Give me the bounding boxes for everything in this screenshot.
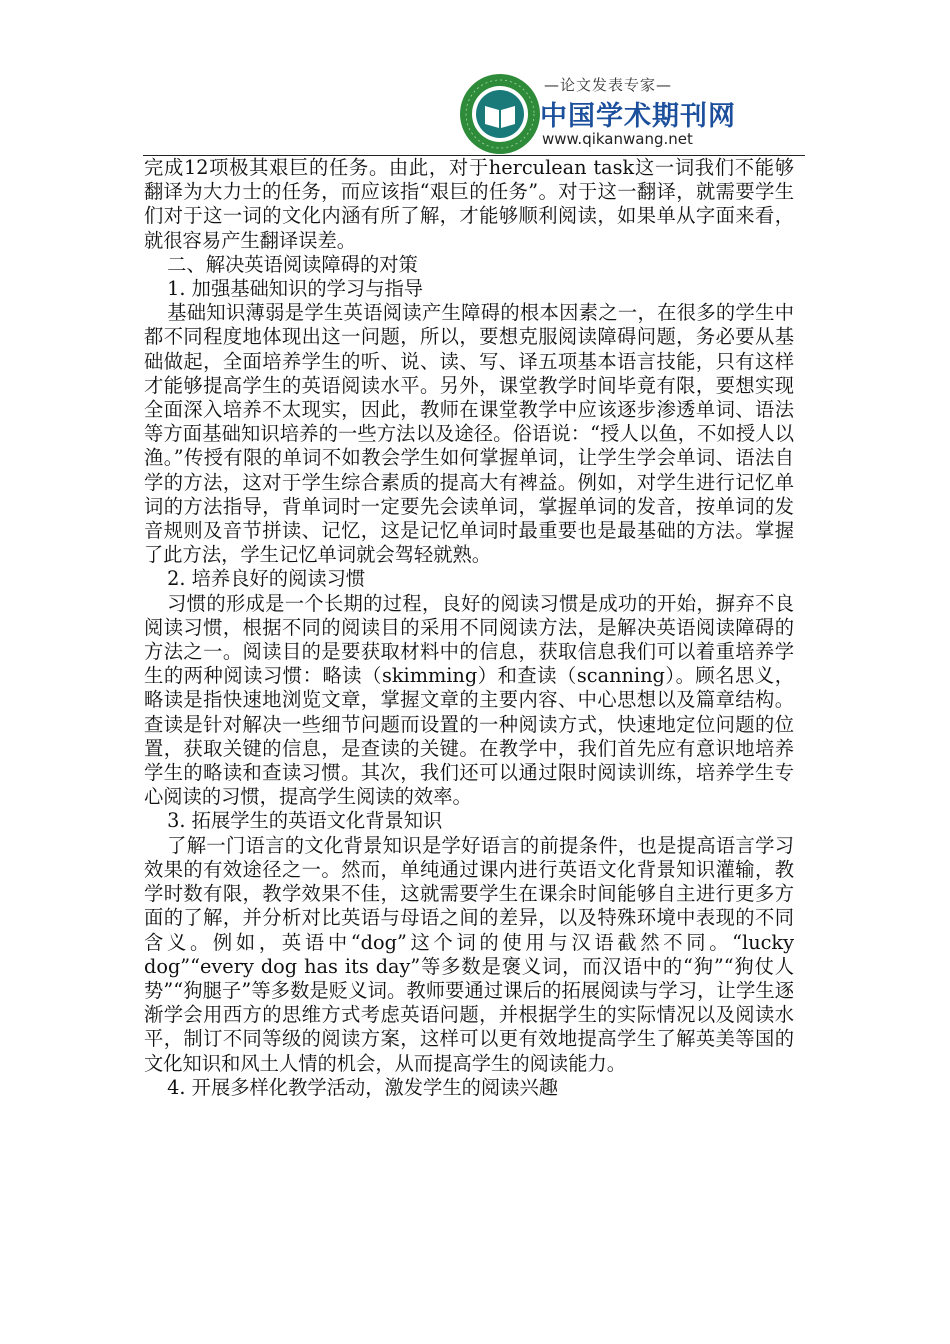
logo-tagline: —论文发表专家—	[544, 76, 673, 94]
journal-logo-text	[540, 72, 740, 156]
paragraph-reading-habits: 习惯的形成是一个长期的过程，良好的阅读习惯是成功的开始，摒弃不良阅读习惯，根据不同的阅读目的采用不同阅读方法，是解决英语阅读障碍的方法之一。阅读目的是要获取材料中的信息，获取信息我们可以着重培养学生的两种阅读习惯：略读（skimming）和查读（scanning）。顾名思义，略读是指快速地浏览文章，掌握文章的主要内容、中心思想以及篇章结构。查读是针对解决一些细节问题而设置的一种阅读方式，快速地定位问题的位置，获取关键的信息，是查读的关键。在教学中，我们首先应有意识地培养学生的略读和查读习惯。其次，我们还可以通过限时阅读训练，培养学生专心阅读的习惯，提高学生阅读的效率。	[144, 591, 794, 809]
subheading-basic-knowledge: 1. 加强基础知识的学习与指导	[167, 277, 424, 301]
article-body	[144, 156, 794, 1100]
section-heading-countermeasures: 二、解决英语阅读障碍的对策	[167, 252, 418, 276]
journal-logo-icon	[458, 72, 542, 156]
paragraph-basic-knowledge: 基础知识薄弱是学生英语阅读产生障碍的根本因素之一，在很多的学生中都不同程度地体现出这一问题，所以，要想克服阅读障碍问题，务必要从基础做起，全面培养学生的听、说、读、写、译五项基本语言技能，只有这样才能够提高学生的英语阅读水平。另外，课堂教学时间毕竟有限，要想实现全面深入培养不太现实，因此，教师在课堂教学中应该逐步渗透单词、语法等方面基础知识培养的一些方法以及途径。俗语说：“授人以鱼，不如授人以渔。”传授有限的单词不如教会学生如何掌握单词，让学生学会单词、语法自学的方法，这对于学生综合素质的提高大有裨益。例如，对学生进行记忆单词的方法指导，背单词时一定要先会读单词，掌握单词的发音，按单词的发音规则及音节拼读、记忆，这是记忆单词时最重要也是最基础的方法。掌握了此方法，学生记忆单词就会驾轻就熟。	[144, 301, 794, 567]
paragraph-cultural-background: 了解一门语言的文化背景知识是学好语言的前提条件，也是提高语言学习效果的有效途径之一。然而，单纯通过课内进行英语文化背景知识灌输，教学时数有限，教学效果不佳，这就需要学生在课余时间能够自主进行更多方面的了解，并分析对比英语与母语之间的差异，以及特殊环境中表现的不同含义。例如，英语中“dog”这个词的使用与汉语截然不同。“lucky dog”“every dog has its day”等多数是褒义词，而汉语中的“狗”“狗仗人势”“狗腿子”等多数是贬义词。教师要通过课后的拓展阅读与学习，让学生逐渐学会用西方的思维方式考虑英语问题，并根据学生的实际情况以及阅读水平，制订不同等级的阅读方案，这样可以更有效地提高学生了解英美等国的文化知识和风土人情的机会，从而提高学生的阅读能力。	[144, 833, 794, 1075]
logo-url: www.qikanwang.net	[542, 130, 693, 148]
subheading-reading-habits: 2. 培养良好的阅读习惯	[167, 567, 366, 591]
paragraph-continuation: 完成12项极其艰巨的任务。由此，对于herculean task这一词我们不能够翻译为大力士的任务，而应该指“艰巨的任务”。对于这一翻译，就需要学生们对于这一词的文化内涵有所了解，才能够顺利阅读，如果单从字面来看，就很容易产生翻译误差。	[144, 156, 794, 252]
logo-brand-name: 中国学术期刊网	[540, 101, 736, 132]
page-header	[0, 0, 950, 160]
subheading-cultural-background: 3. 拓展学生的英语文化背景知识	[167, 809, 443, 833]
subheading-teaching-activities: 4. 开展多样化教学活动，激发学生的阅读兴趣	[167, 1075, 559, 1099]
